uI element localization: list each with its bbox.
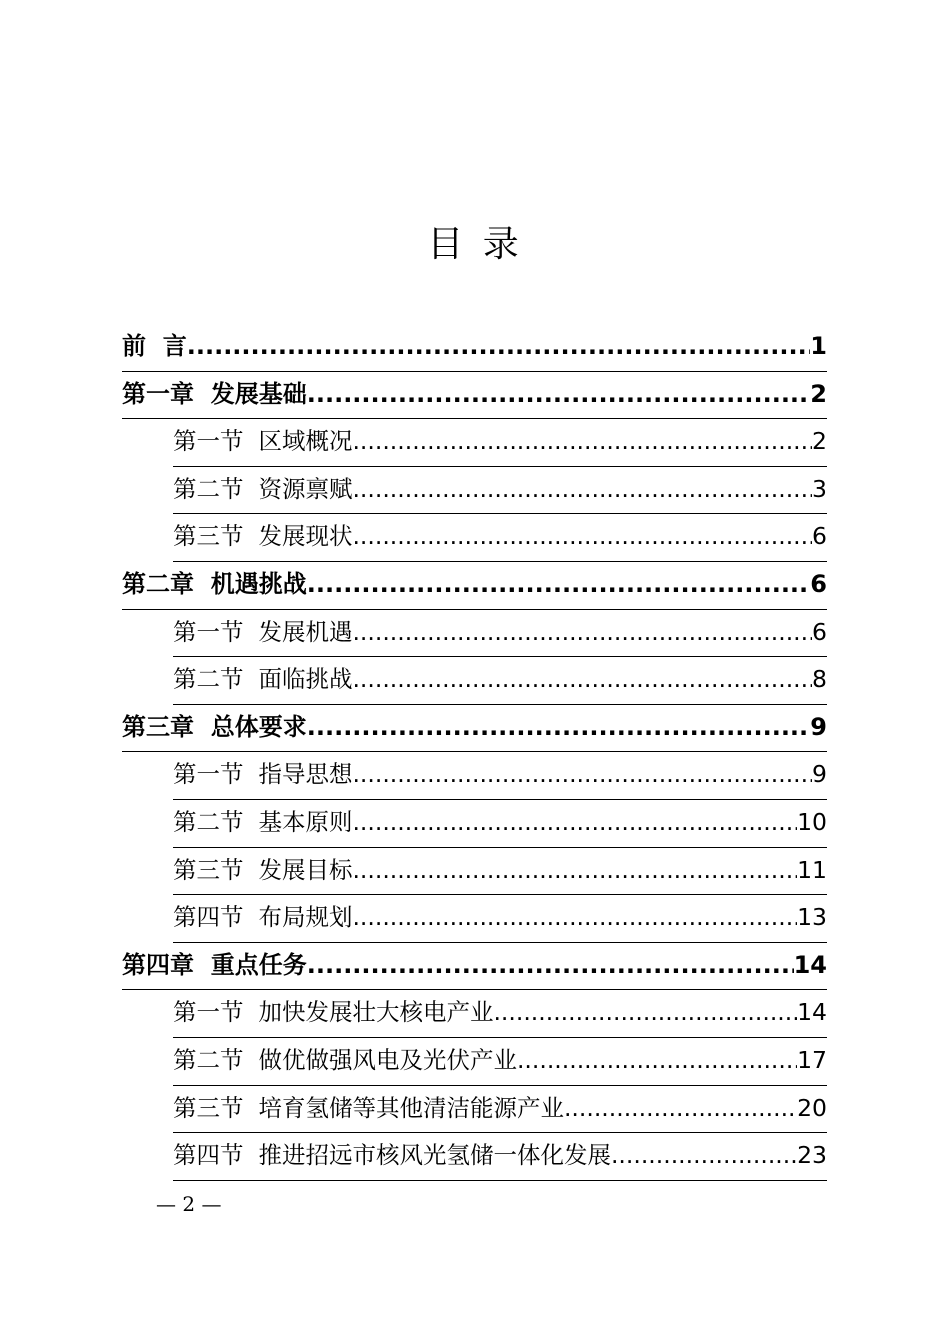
toc-entry-page: 9 <box>812 760 827 789</box>
toc-leader-dots <box>307 942 794 990</box>
toc-leader-dots <box>187 323 811 371</box>
toc-entry-page: 9 <box>810 712 827 741</box>
toc-entry-page: 1 <box>810 332 827 360</box>
toc-chapter-entry[interactable] <box>122 705 827 753</box>
toc-entry-page: 8 <box>812 665 827 694</box>
toc-entry-label: 第三节 培育氢储等其他清洁能源产业 <box>173 1093 564 1122</box>
toc-entry-page: 2 <box>812 427 827 456</box>
toc-entry-label: 第三节 发展目标 <box>173 855 353 884</box>
toc-section-entry[interactable] <box>173 1086 827 1134</box>
toc-entry-label: 第二节 做优做强风电及光伏产业 <box>173 1045 517 1074</box>
toc-entry-page: 6 <box>810 569 827 598</box>
toc-chapter-entry[interactable] <box>122 943 827 991</box>
toc-section-entry[interactable] <box>173 610 827 658</box>
toc-entry-page: 14 <box>797 998 827 1027</box>
toc-entry-label: 前 言 <box>122 332 187 360</box>
toc-entry-page: 14 <box>793 950 827 979</box>
toc-section-entry[interactable] <box>173 1038 827 1086</box>
toc-entry-label: 第二章 机遇挑战 <box>122 569 307 598</box>
toc-section-entry[interactable] <box>173 419 827 467</box>
toc-entry-label: 第四章 重点任务 <box>122 950 307 979</box>
toc-entry-page: 23 <box>797 1141 827 1170</box>
toc-entry-page: 11 <box>797 855 827 884</box>
toc-entry-label: 第三章 总体要求 <box>122 712 307 741</box>
toc-entry-page: 2 <box>810 379 827 408</box>
toc-chapter-entry[interactable] <box>122 562 827 610</box>
toc-entry-page: 6 <box>812 522 827 551</box>
toc-leader-dots <box>517 1037 797 1085</box>
toc-section-entry[interactable] <box>173 1133 827 1181</box>
toc-leader-dots <box>352 847 797 895</box>
toc-title: 目 录 <box>427 224 523 265</box>
toc-entry-label: 第四节 布局规划 <box>173 903 353 932</box>
toc-entry-page: 3 <box>812 474 827 503</box>
toc-entry-label: 第三节 发展现状 <box>173 522 353 551</box>
toc-entry-label: 第一节 指导思想 <box>173 760 353 789</box>
toc-entry-page: 13 <box>797 903 827 932</box>
toc-section-entry[interactable] <box>173 895 827 943</box>
toc-leader-dots <box>352 466 812 514</box>
toc-leader-dots <box>352 418 812 466</box>
toc-entry-label: 第四节 推进招远市核风光氢储一体化发展 <box>173 1141 611 1170</box>
table-of-contents <box>122 324 827 1181</box>
toc-leader-dots <box>352 799 797 847</box>
toc-leader-dots <box>352 513 812 561</box>
toc-leader-dots <box>611 1132 797 1180</box>
page-number-footer: — 2 — <box>156 1192 222 1216</box>
toc-section-entry[interactable] <box>173 657 827 705</box>
toc-section-entry[interactable] <box>173 467 827 515</box>
toc-entry-label: 第一节 发展机遇 <box>173 617 353 646</box>
toc-leader-dots <box>307 371 811 419</box>
toc-section-entry[interactable] <box>173 752 827 800</box>
toc-entry-label: 第二节 资源禀赋 <box>173 474 353 503</box>
toc-leader-dots <box>307 704 811 752</box>
toc-leader-dots <box>352 609 812 657</box>
toc-entry-label: 第二节 面临挑战 <box>173 665 353 694</box>
toc-entry-label: 第一节 加快发展壮大核电产业 <box>173 998 494 1027</box>
toc-leader-dots <box>307 561 811 609</box>
toc-entry-page: 6 <box>812 617 827 646</box>
toc-entry-label: 第一节 区域概况 <box>173 427 353 456</box>
toc-chapter-entry[interactable] <box>122 372 827 420</box>
toc-section-entry[interactable] <box>173 990 827 1038</box>
toc-chapter-entry[interactable] <box>122 324 827 372</box>
toc-entry-page: 10 <box>797 807 827 836</box>
toc-leader-dots <box>352 656 812 704</box>
toc-section-entry[interactable] <box>173 800 827 848</box>
toc-leader-dots <box>564 1085 797 1133</box>
toc-entry-page: 17 <box>797 1045 827 1074</box>
toc-section-entry[interactable] <box>173 514 827 562</box>
toc-entry-label: 第二节 基本原则 <box>173 807 353 836</box>
toc-leader-dots <box>352 894 797 942</box>
toc-section-entry[interactable] <box>173 848 827 896</box>
toc-entry-page: 20 <box>797 1093 827 1122</box>
toc-entry-label: 第一章 发展基础 <box>122 379 307 408</box>
toc-leader-dots <box>493 989 797 1037</box>
toc-leader-dots <box>352 751 812 799</box>
